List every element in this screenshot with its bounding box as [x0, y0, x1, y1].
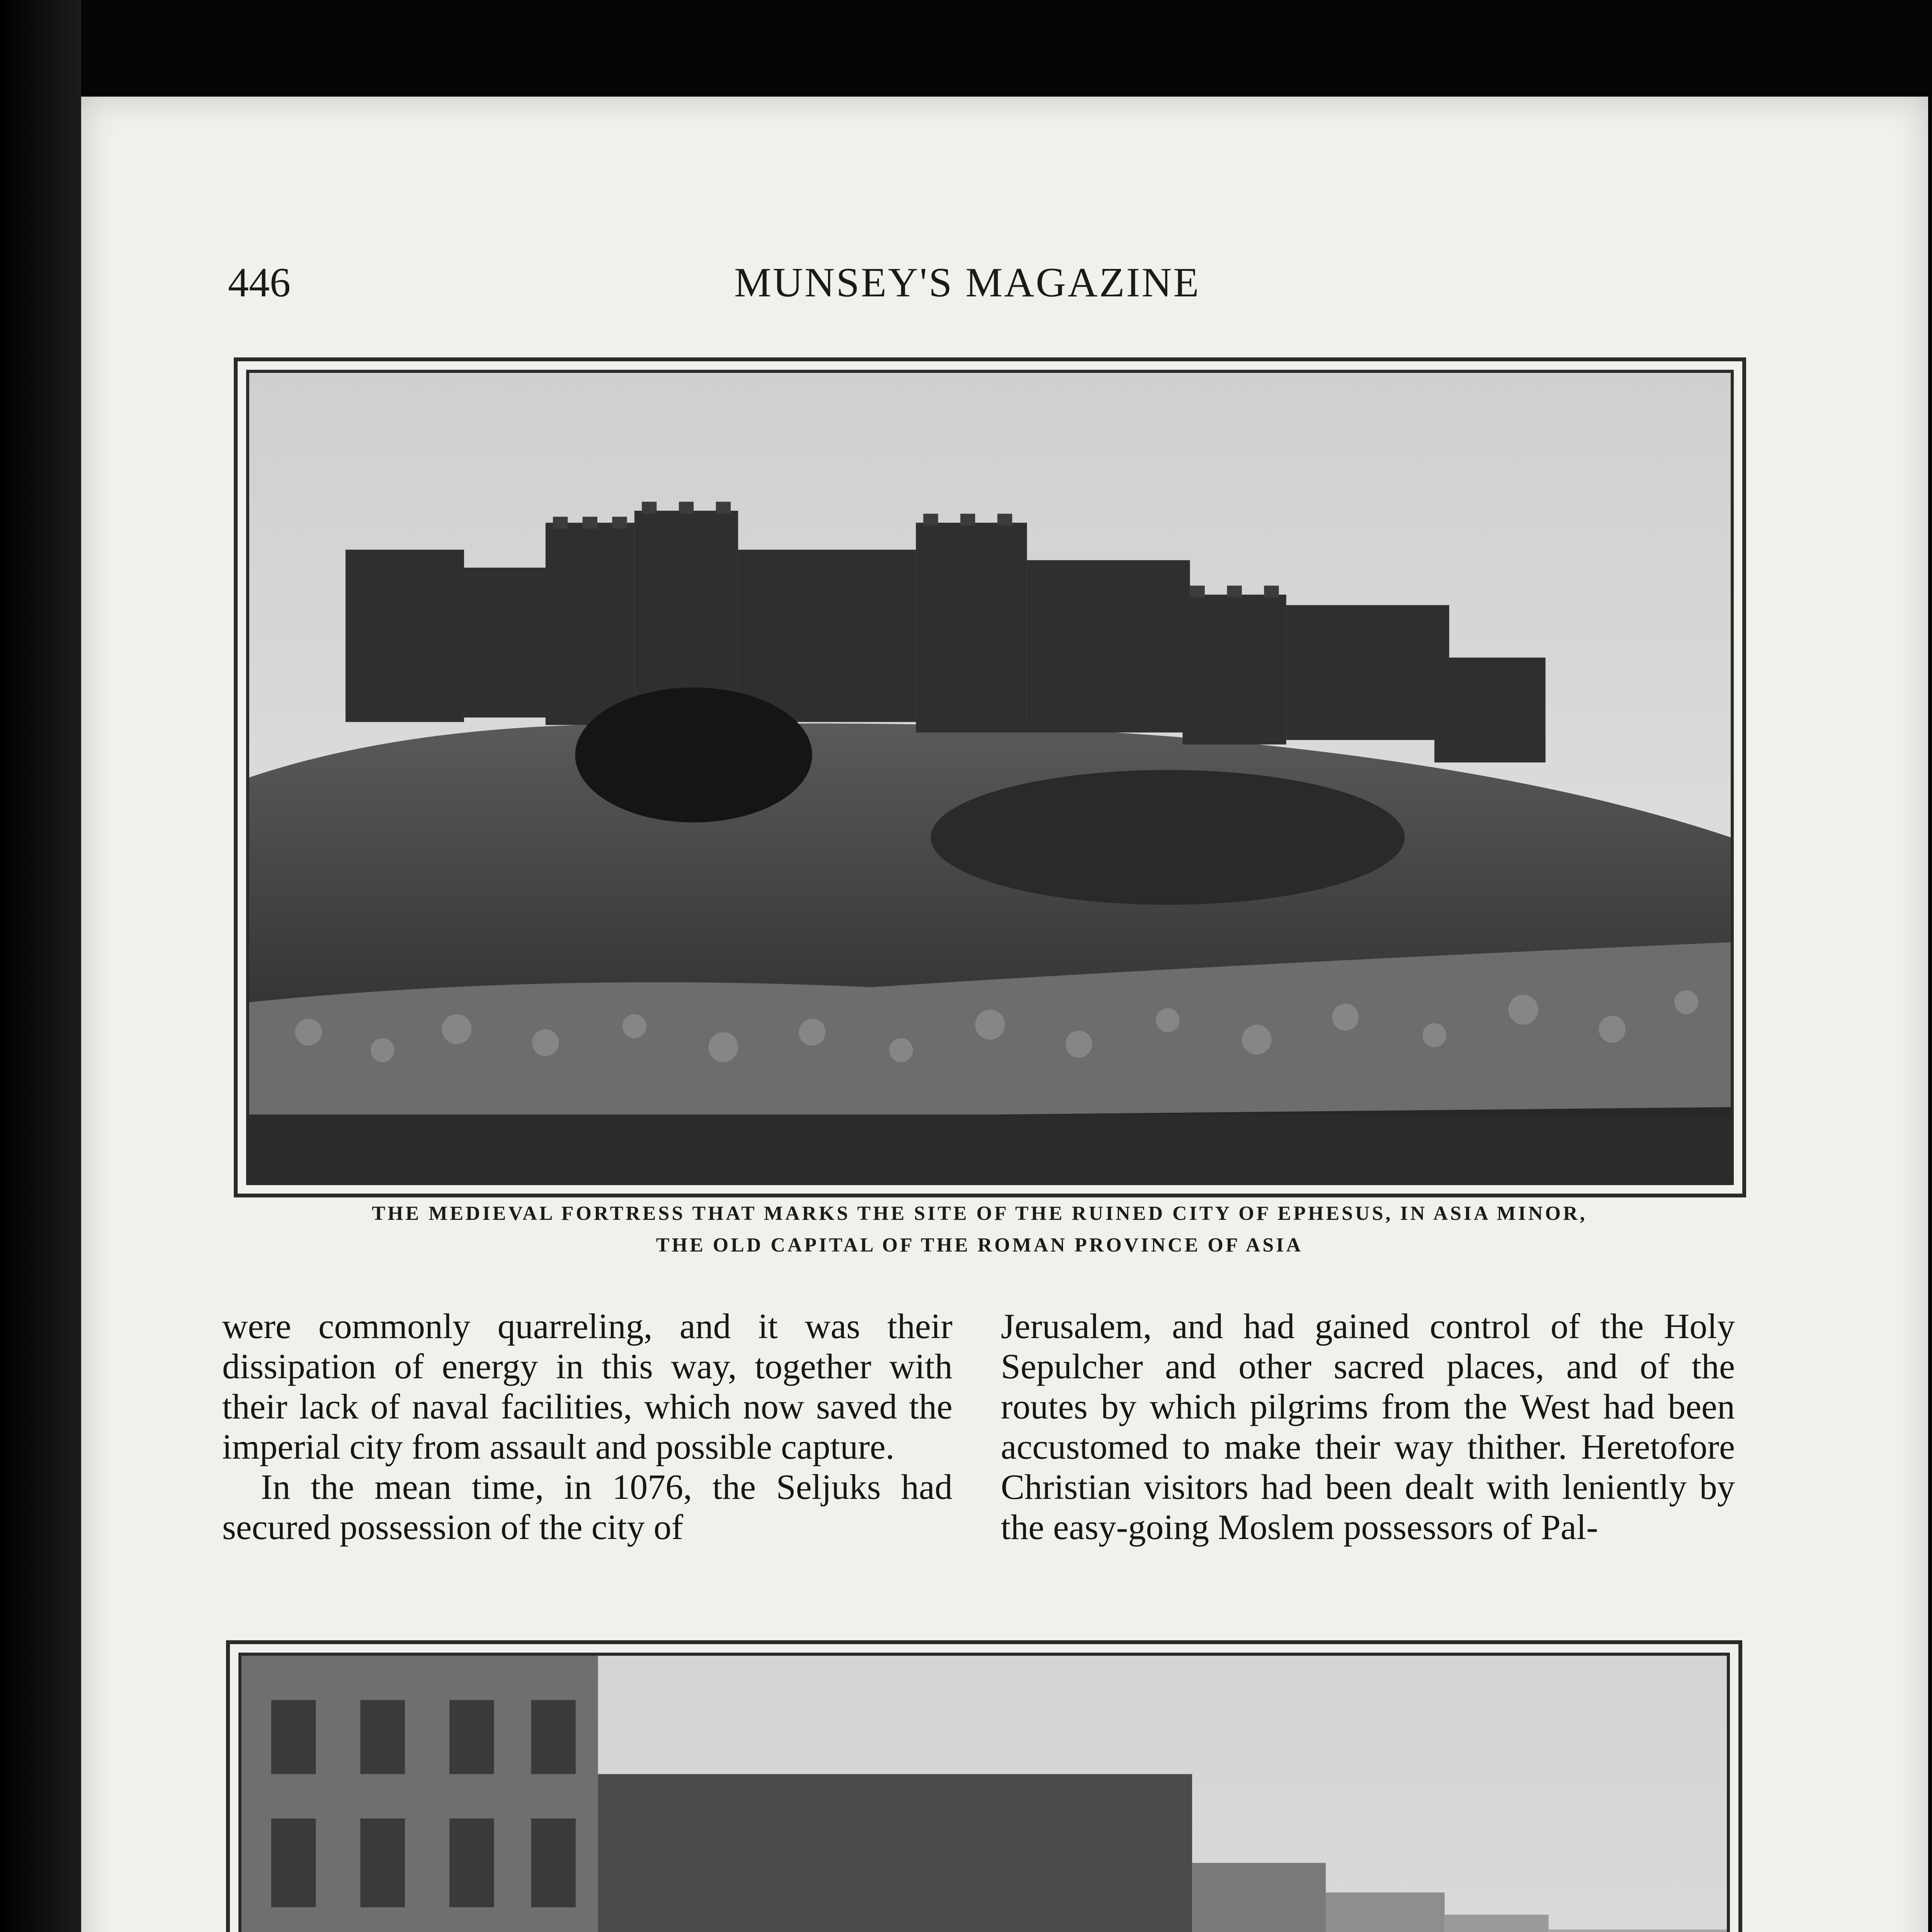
- body-column-right: [1001, 1306, 1735, 1547]
- body-paragraph: Jerusalem, and had gained control of the Holy Sepulcher and other sacred places, and of the routes by which pilgrims from the West had been accustomed to make their way thither. Heretofore Christian visitors had been dealt with leniently by the easy-going Moslem possessors of Pal-: [1001, 1306, 1735, 1547]
- running-head: MUNSEY'S MAGAZINE: [734, 260, 1201, 306]
- fortress-photo-frame: [234, 357, 1746, 1197]
- quay-photo-frame: [226, 1640, 1742, 1932]
- fortress-photo: [246, 370, 1734, 1185]
- fortress-caption-line-1: THE MEDIEVAL FORTRESS THAT MARKS THE SITE OF THE RUINED CITY OF EPHESUS, IN ASIA MINOR,: [372, 1202, 1587, 1225]
- quay-photo: [238, 1653, 1730, 1932]
- scan-left-shadow: [0, 0, 81, 1932]
- fortress-caption: [216, 1198, 1743, 1261]
- body-column-left: [222, 1306, 952, 1547]
- page-number: 446: [228, 260, 291, 306]
- body-paragraph: In the mean time, in 1076, the Seljuks had secured possession of the city of: [222, 1467, 952, 1547]
- quay-illustration: [242, 1656, 1727, 1932]
- fortress-caption-line-2: THE OLD CAPITAL OF THE ROMAN PROVINCE OF ASIA: [656, 1234, 1303, 1256]
- fortress-illustration: [249, 373, 1731, 1182]
- body-paragraph: were commonly quarreling, and it was their dissipation of energy in this way, together with their lack of naval facilities, which now saved the imperial city from assault and possible capture.: [222, 1306, 952, 1466]
